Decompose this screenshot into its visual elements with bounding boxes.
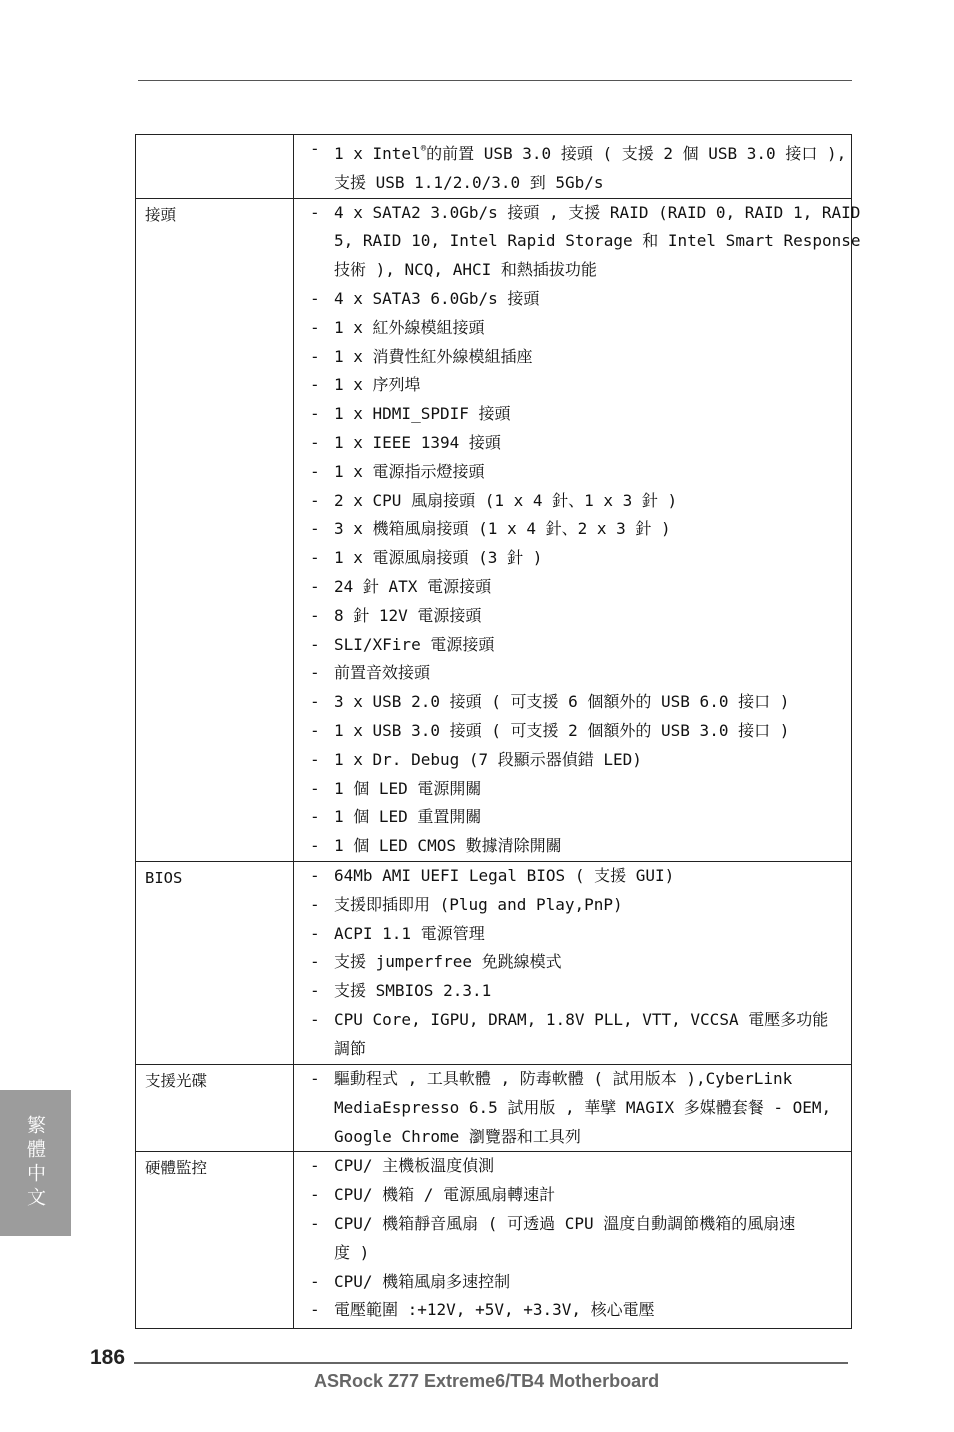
item-text: 電壓範圍 :+12V, +5V, +3.3V, 核心電壓: [334, 1300, 655, 1320]
dash: -: [310, 749, 320, 769]
list-item: [310, 1210, 851, 1239]
list-item: [310, 746, 851, 775]
list-item: [310, 1065, 851, 1094]
row-items: [294, 861, 852, 1064]
dash: -: [310, 576, 320, 596]
item-text: 3 x 機箱風扇接頭 (1 x 4 針、2 x 3 針 ): [334, 519, 671, 539]
list-item: [310, 948, 851, 977]
item-text: 1 x IEEE 1394 接頭: [334, 432, 501, 452]
item-text: 1 個 LED 重置開關: [334, 807, 482, 827]
item-text: 2 x CPU 風扇接頭 (1 x 4 針、1 x 3 針 ): [334, 490, 678, 510]
list-item: [310, 602, 851, 631]
item-text: 1 x 紅外線模組接頭: [334, 317, 485, 337]
list-item: [310, 343, 851, 372]
footer-title: ASRock Z77 Extreme6/TB4 Motherboard: [314, 1371, 660, 1391]
dash: -: [310, 634, 320, 654]
list-item: [310, 285, 851, 314]
list-item: [310, 1181, 851, 1210]
row-label: [136, 135, 294, 199]
dash: -: [310, 720, 320, 740]
item-text: 支援 SMBIOS 2.3.1: [334, 981, 492, 1001]
item-text: 支援 jumperfree 免跳線模式: [334, 952, 562, 972]
dash: -: [310, 490, 320, 510]
list-item: [310, 458, 851, 487]
dash: -: [310, 807, 320, 827]
item-text: CPU/ 機箱靜音風扇 ( 可透過 CPU 溫度自動調節機箱的風扇速: [334, 1213, 796, 1233]
dash: -: [310, 519, 320, 539]
row-items: [294, 198, 861, 861]
dash: -: [310, 139, 320, 158]
item-text: 的前置 USB 3.0 接頭 ( 支援 2 個 USB 3.0 接口 ),: [426, 144, 847, 163]
item-text: CPU Core, IGPU, DRAM, 1.8V PLL, VTT, VCCSA 電壓多功能: [334, 1009, 829, 1029]
list-item: [310, 832, 851, 861]
dash: -: [310, 346, 320, 366]
dash: -: [310, 605, 320, 625]
table-row: [136, 861, 852, 1064]
spec-table: [135, 134, 861, 1329]
dash: -: [310, 317, 320, 337]
dash: [310, 1094, 334, 1123]
dash: -: [310, 778, 320, 798]
item-text: CPU/ 主機板溫度偵測: [334, 1156, 495, 1176]
dash: -: [310, 836, 320, 856]
dash: -: [310, 461, 320, 481]
item-text: CPU/ 機箱 / 電源風扇轉速計: [334, 1185, 556, 1205]
dash: -: [310, 1300, 320, 1320]
language-side-tab: [0, 1090, 71, 1236]
item-text: 1 個 LED CMOS 數據清除開關: [334, 836, 562, 856]
item-text: 3 x USB 2.0 接頭 ( 可支援 6 個額外的 USB 6.0 接口 ): [334, 692, 790, 712]
item-text: 1 個 LED 電源開關: [334, 778, 482, 798]
dash: -: [310, 1009, 320, 1029]
list-item: [310, 371, 851, 400]
list-item: [310, 862, 851, 891]
item-text: 支援即插即用 (Plug and Play,PnP): [334, 894, 623, 914]
item-text: CPU/ 機箱風扇多速控制: [334, 1271, 511, 1291]
row-items: [294, 135, 852, 199]
item-text: 1 x USB 3.0 接頭 ( 可支援 2 個額外的 USB 3.0 接口 ): [334, 720, 790, 740]
dash: -: [310, 865, 320, 885]
list-item: [310, 891, 851, 920]
item-text: Google Chrome 瀏覽器和工具列: [334, 1126, 581, 1146]
item-text: 1 x Intel: [334, 144, 421, 163]
item-text: 1 x 電源風扇接頭 (3 針 ): [334, 548, 543, 568]
item-continuation: 度 ): [334, 1242, 370, 1262]
dash: -: [310, 692, 320, 712]
item-text: 前置音效接頭: [334, 663, 431, 683]
language-label: 繁體中文: [24, 1115, 46, 1211]
item-text: SLI/XFire 電源接頭: [334, 634, 495, 654]
row-label: 支援光碟: [136, 1064, 294, 1151]
dash: -: [310, 288, 320, 308]
table-row: [136, 198, 852, 861]
row-items: [294, 1064, 852, 1151]
list-item: [310, 631, 851, 660]
item-text: 24 針 ATX 電源接頭: [334, 576, 492, 596]
list-item: [310, 544, 851, 573]
registered-mark: ®: [420, 144, 427, 154]
dash: -: [310, 432, 320, 452]
dash: -: [310, 1068, 320, 1088]
list-item: [310, 688, 851, 717]
list-item: [310, 573, 851, 602]
item-text: 1 x HDMI_SPDIF 接頭: [334, 404, 511, 424]
table-row: [136, 1152, 852, 1329]
dash: -: [310, 1213, 320, 1233]
dash: -: [310, 548, 320, 568]
list-item: [310, 487, 851, 516]
dash: -: [310, 894, 320, 914]
header-rule: [138, 80, 852, 81]
item-text: ACPI 1.1 電源管理: [334, 923, 485, 943]
list-item: [310, 199, 861, 228]
dash: -: [310, 981, 320, 1001]
dash: -: [310, 1271, 320, 1291]
list-item: [310, 920, 851, 949]
list-item: [310, 717, 851, 746]
list-item: [310, 515, 851, 544]
item-text: 1 x Dr. Debug (7 段顯示器偵錯 LED): [334, 749, 642, 769]
item-continuation: 5, RAID 10, Intel Rapid Storage 和 Intel Smart Response: [334, 231, 861, 251]
dash: -: [310, 952, 320, 972]
list-item: [310, 1268, 851, 1297]
dash: -: [310, 375, 320, 395]
table-row: [136, 135, 852, 199]
list-item: [310, 314, 851, 343]
item-continuation: 技術 ), NCQ, AHCI 和熱插拔功能: [334, 260, 597, 280]
item-continuation: 支援 USB 1.1/2.0/3.0 到 5Gb/s: [334, 172, 604, 192]
dash: -: [310, 663, 320, 683]
dash: -: [310, 1156, 320, 1176]
list-item: [310, 1006, 851, 1035]
row-label: BIOS: [136, 861, 294, 1064]
list-item: [310, 135, 851, 169]
item-text: 4 x SATA2 3.0Gb/s 接頭 , 支援 RAID (RAID 0, RAID 1, RAID: [334, 202, 861, 222]
dash: -: [310, 404, 320, 424]
dash: -: [310, 202, 320, 222]
list-item: [310, 1123, 851, 1152]
footer-rule: [134, 1362, 848, 1364]
item-text: 1 x 電源指示燈接頭: [334, 461, 485, 481]
item-continuation: 調節: [334, 1038, 367, 1058]
list-item: [310, 1152, 851, 1181]
row-items: [294, 1152, 852, 1329]
list-item: [310, 1296, 851, 1325]
page-number: 186: [90, 1346, 126, 1369]
list-item: [310, 775, 851, 804]
item-text: 1 x 消費性紅外線模組插座: [334, 346, 533, 366]
item-text: MediaEspresso 6.5 試用版 , 華擘 MAGIX 多媒體套餐 - OEM,: [334, 1097, 832, 1117]
row-label: 硬體監控: [136, 1152, 294, 1329]
list-item: [310, 977, 851, 1006]
list-item: [310, 1094, 851, 1123]
table-row: [136, 1064, 852, 1151]
list-item: [310, 429, 851, 458]
list-item: [310, 803, 851, 832]
list-item: [310, 659, 851, 688]
item-text: 驅動程式 , 工具軟體 , 防毒軟體 ( 試用版本 ),CyberLink: [334, 1068, 793, 1088]
row-label: 接頭: [136, 198, 294, 861]
item-text: 8 針 12V 電源接頭: [334, 605, 482, 625]
item-text: 4 x SATA3 6.0Gb/s 接頭: [334, 288, 540, 308]
list-item: [310, 400, 851, 429]
dash: -: [310, 923, 320, 943]
item-text: 1 x 序列埠: [334, 375, 421, 395]
dash: -: [310, 1185, 320, 1205]
item-text: 64Mb AMI UEFI Legal BIOS ( 支援 GUI): [334, 865, 675, 885]
dash: [310, 1123, 334, 1152]
